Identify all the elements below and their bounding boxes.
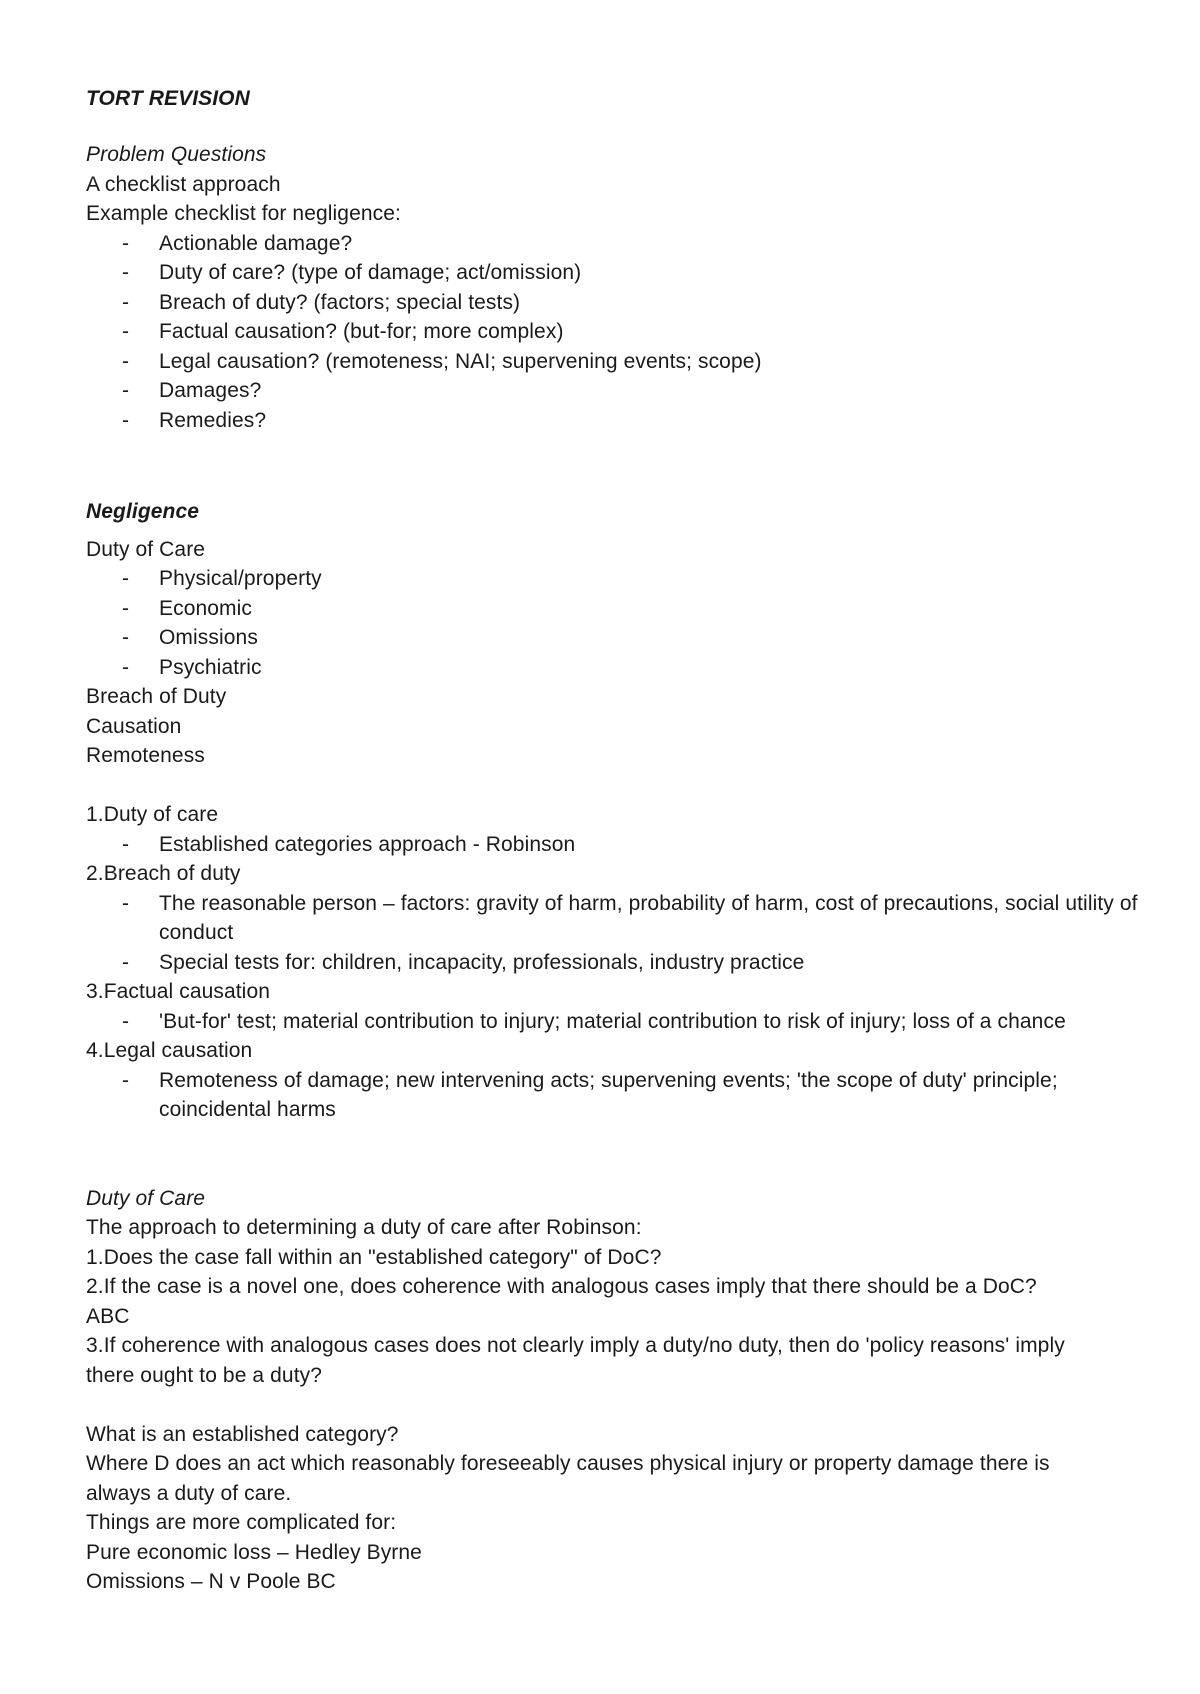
numbered-list-3 <box>86 1007 1126 1037</box>
doc-abc: ABC <box>86 1304 130 1328</box>
list-item: - 'But-for' test; material contribution to injury; material contribution to risk of injury; loss of a chance <box>122 1009 1066 1033</box>
list-item: - Remoteness of damage; new intervening acts; supervening events; 'the scope of duty' principle; coincidental harms <box>122 1068 1058 1121</box>
numbered-heading-4: 4.Legal causation <box>86 1039 253 1062</box>
numbered-list-1 <box>86 830 1126 860</box>
checklist-intro: A checklist approach <box>86 172 281 196</box>
pure-economic-loss: Pure economic loss – Hedley Byrne <box>86 1540 422 1564</box>
document-page <box>86 84 1138 1597</box>
list-item: - Omissions <box>122 626 258 649</box>
causation-label: Causation <box>86 714 182 738</box>
doc-step-2: 2.If the case is a novel one, does coherence with analogous cases imply that there should be a DoC? <box>86 1275 1037 1298</box>
list-item: - Special tests for: children, incapacity, professionals, industry practice <box>122 950 805 974</box>
checklist-lead: Example checklist for negligence: <box>86 202 401 225</box>
duty-of-care-list <box>86 564 1126 682</box>
list-item: - Breach of duty? (factors; special tests) <box>122 290 521 314</box>
doc-section-heading: Duty of Care <box>86 1186 206 1210</box>
list-item: - Economic <box>122 596 253 620</box>
omissions-case: Omissions – N v Poole BC <box>86 1570 336 1593</box>
list-item: - Legal causation? (remoteness; NAI; supervening events; scope) <box>122 349 762 373</box>
list-item: - Actionable damage? <box>122 231 353 255</box>
numbered-list-2 <box>86 889 1138 978</box>
numbered-heading-1: 1.Duty of care <box>86 803 219 826</box>
complicated-lead: Things are more complicated for: <box>86 1511 397 1534</box>
duty-of-care-label: Duty of Care <box>86 537 206 561</box>
problem-questions-heading: Problem Questions <box>86 143 267 166</box>
remoteness-label: Remoteness <box>86 744 205 767</box>
list-item: - The reasonable person – factors: gravity of harm, probability of harm, cost of precautions, social utility of conduct <box>122 891 1138 944</box>
doc-intro: The approach to determining a duty of care after Robinson: <box>86 1216 642 1239</box>
numbered-heading-3: 3.Factual causation <box>86 980 271 1003</box>
doc-step-3: 3.If coherence with analogous cases does not clearly imply a duty/no duty, then do 'policy reasons' imply there ought to be a duty? <box>86 1334 1065 1387</box>
negligence-checklist <box>86 229 1126 436</box>
document-title: TORT REVISION <box>86 87 250 110</box>
list-item: - Established categories approach - Robinson <box>122 832 576 856</box>
list-item: - Physical/property <box>122 567 322 590</box>
list-item: - Psychiatric <box>122 655 262 679</box>
doc-step-1: 1.Does the case fall within an "established category" of DoC? <box>86 1245 662 1269</box>
numbered-heading-2: 2.Breach of duty <box>86 862 241 885</box>
list-item: - Damages? <box>122 379 262 402</box>
established-category-question: What is an established category? <box>86 1422 399 1446</box>
breach-of-duty-label: Breach of Duty <box>86 685 227 708</box>
list-item: - Remedies? <box>122 408 267 432</box>
list-item: - Factual causation? (but-for; more complex) <box>122 320 564 343</box>
numbered-list-4 <box>86 1066 1126 1125</box>
list-item: - Duty of care? (type of damage; act/omission) <box>122 261 582 284</box>
established-category-answer: Where D does an act which reasonably foreseeably causes physical injury or property damage there is always a duty of care. <box>86 1452 1050 1505</box>
negligence-heading: Negligence <box>86 500 200 523</box>
